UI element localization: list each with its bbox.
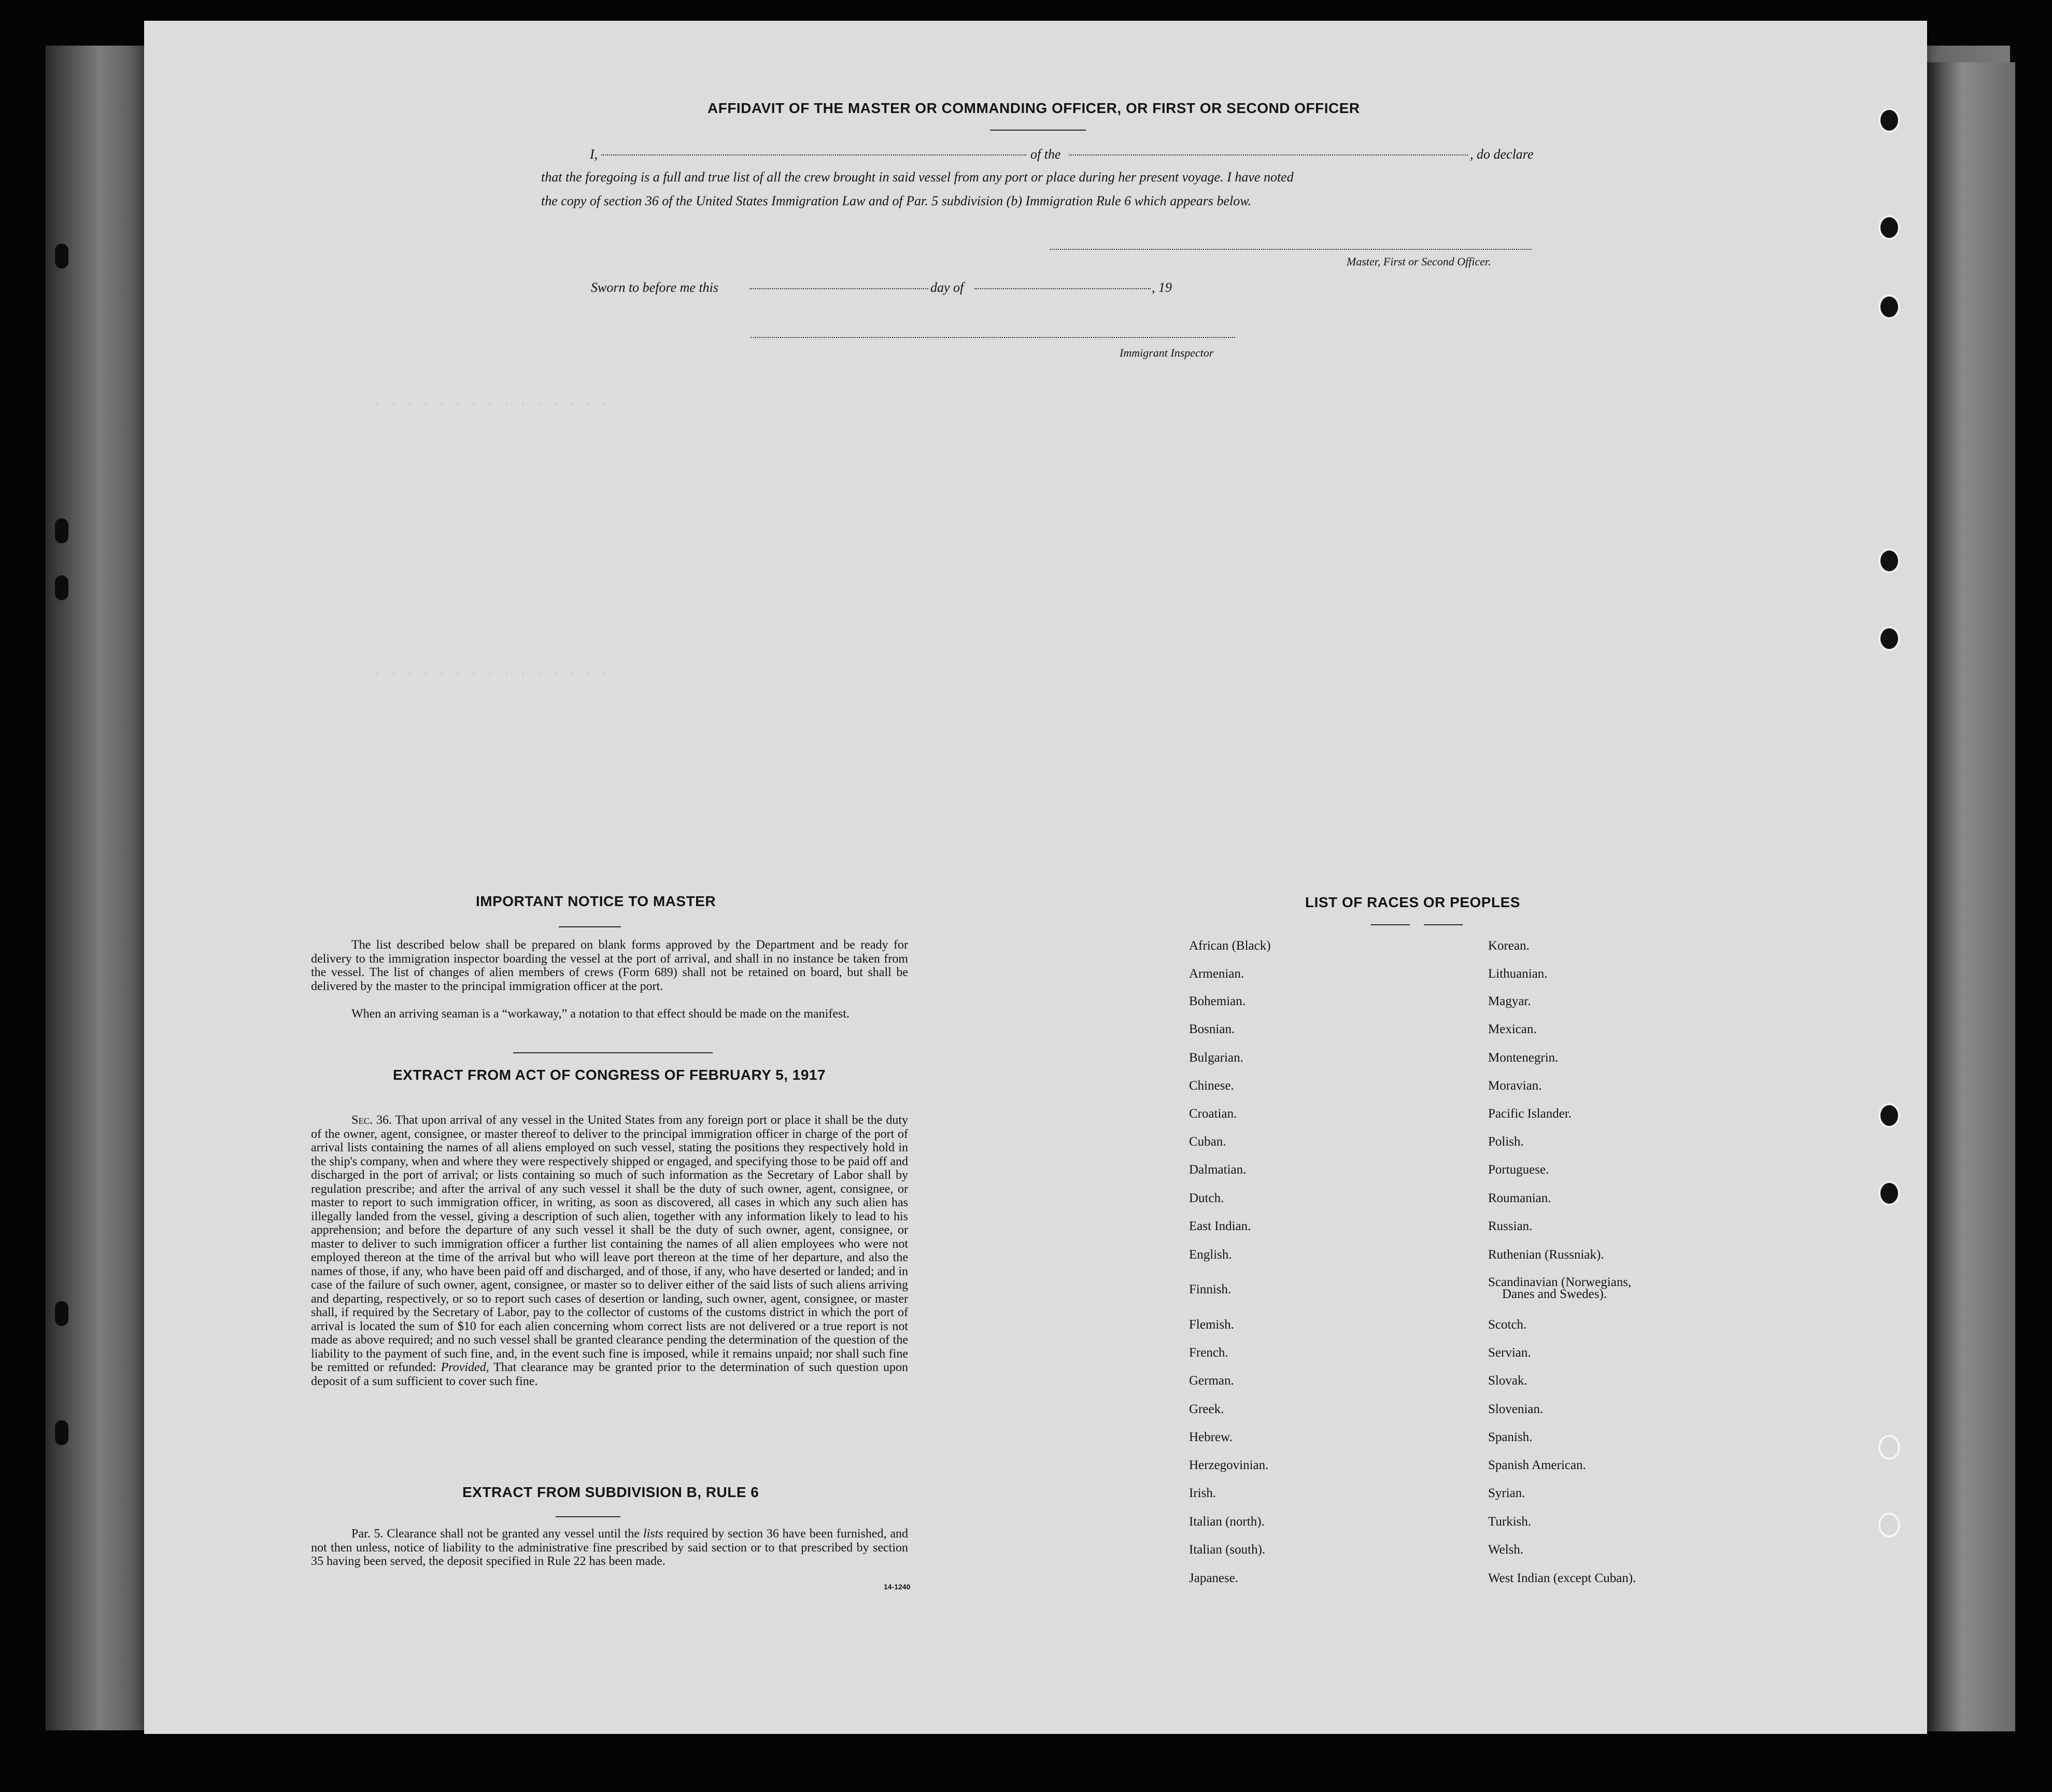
notice-rule [559,926,621,927]
punch-hole [1878,548,1900,573]
punch-hole [1878,1513,1900,1537]
sworn-prefix: Sworn to before me this [591,280,719,295]
punch-hole [1878,294,1900,319]
title-rule [990,130,1086,131]
form-number: 14-1240 [884,1583,911,1591]
rule-text-before: Par. 5. Clearance shall not be granted any vessel until the [351,1527,640,1541]
notice-paragraph-1: The list described below shall be prepared on blank forms approved by the Department and be ready for delivery to the immigration inspector boarding the vessel at the port of arrival, and shall in no instance be taken from the vessel. The list of changes of alien members of crews (Form 689) shall not be retained on board, but shall be delivered by the master to the principal immigration officer at the port. [311,938,908,993]
race-left-item: English. [1189,1248,1232,1262]
race-left-item: Italian (south). [1189,1543,1266,1557]
race-right-item: Scotch. [1488,1318,1527,1332]
binder-hole [55,244,68,269]
race-left-item: Bohemian. [1189,994,1246,1008]
master-signature-caption: Master, First or Second Officer. [1347,255,1491,268]
race-left-item: Dutch. [1189,1191,1224,1205]
sworn-year: , 19 [1152,280,1172,295]
rule-lists-word: lists [643,1527,663,1541]
punch-hole [1878,1435,1900,1460]
notice-title: IMPORTANT NOTICE TO MASTER [476,893,716,909]
master-signature-line[interactable] [1050,249,1532,250]
punch-hole [1878,215,1900,240]
inspector-caption: Immigrant Inspector [1120,346,1214,359]
race-left-item: Armenian. [1189,967,1244,981]
race-right-item: West Indian (except Cuban). [1488,1571,1636,1585]
race-right-item: Montenegrin. [1488,1051,1559,1065]
binding-edge [46,46,144,1730]
bleed-through: . . . . . . . . . . . . . . . [373,394,608,410]
race-left-item: Flemish. [1189,1318,1234,1332]
race-right-item: Magyar. [1488,994,1531,1008]
punch-hole [1878,626,1900,651]
vessel-blank[interactable] [1069,154,1468,156]
race-left-item: Bosnian. [1189,1022,1235,1036]
race-right-item: Turkish. [1488,1515,1532,1529]
race-right-item: Servian. [1488,1346,1531,1360]
races-title: LIST OF RACES OR PEOPLES [1305,894,1520,910]
punch-hole [1878,108,1900,133]
act-section-36 [311,1113,908,1388]
rule-title: EXTRACT FROM SUBDIVISION B, RULE 6 [462,1484,759,1500]
binder-hole [55,1420,68,1445]
race-right-item: Slovenian. [1488,1402,1544,1416]
inspector-signature-line[interactable] [751,337,1235,338]
punch-hole [1878,1181,1900,1206]
rule-paragraph [311,1527,908,1569]
rule-rule [556,1516,620,1517]
race-right-item: Roumanian. [1488,1191,1551,1205]
race-right-item: Lithuanian. [1488,967,1548,981]
race-left-item: Herzegovinian. [1189,1458,1269,1472]
affidavit-i-label: I, [590,147,598,162]
act-proviso-text: That clearance may be granted prior to the determination of such question upon deposit of a sum sufficient to cover such fine. [311,1361,909,1388]
sworn-month-blank[interactable] [974,288,1151,289]
document-page [144,21,1927,1734]
affidavit-do-declare: , do declare [1470,147,1534,162]
race-left-item: East Indian. [1189,1219,1251,1233]
race-left-item: Finnish. [1189,1282,1232,1296]
race-right-item: Spanish. [1488,1430,1533,1444]
section-rule [513,1052,713,1053]
race-right-item: Scandinavian (Norwegians, [1488,1275,1632,1289]
race-left-item: Croatian. [1189,1107,1237,1121]
name-blank[interactable] [601,154,1026,156]
binder-hole [55,575,68,600]
race-right-item: Korean. [1488,939,1530,953]
race-left-item: Italian (north). [1189,1515,1265,1529]
binder-hole [55,518,68,543]
rule-text-after: required by section 36 have been furnished, and not then unless, notice of liability to the administrative fine prescribed by said section or to that prescribed by section 35 having been served, the deposit specified in Rule 22 has been made. [311,1527,909,1568]
race-right-item: Russian. [1488,1219,1533,1233]
punch-hole [1878,1103,1900,1128]
notice-paragraph-2: When an arriving seaman is a “workaway,” a notation to that effect should be made on the manifest. [351,1007,850,1021]
sworn-day-of: day of [930,280,964,295]
race-left-item: Bulgarian. [1189,1051,1243,1065]
race-left-item: French. [1189,1346,1228,1360]
race-left-item: Japanese. [1189,1571,1239,1585]
race-left-item: Irish. [1189,1486,1216,1500]
race-left-item: Greek. [1189,1402,1224,1416]
race-right-item: Pacific Islander. [1488,1107,1572,1121]
race-left-item: African (Black) [1189,939,1271,953]
race-right-item: Polish. [1488,1135,1524,1149]
sworn-day-blank[interactable] [749,288,928,289]
race-left-item: Hebrew. [1189,1430,1233,1444]
page-edge [1927,62,2015,1731]
race-right-item: Moravian. [1488,1079,1542,1093]
binder-hole [55,1301,68,1326]
race-left-item: German. [1189,1374,1234,1388]
act-title: EXTRACT FROM ACT OF CONGRESS OF FEBRUARY 5, 1917 [393,1067,826,1083]
act-text: That upon arrival of any vessel in the United States from any foreign port or place it shall be the duty of the owner, agent, consignee, or master thereof to deliver to the principal immigration officer in charge of the port of arrival lists containing the names of all aliens employed on such vessel, stating the positions they respectively hold in the ship's company, when and where they were respectively shipped or engaged, and specifying those to be paid off and discharged in the port of arrival; or lists containing so much of such information as the Secretary of Labor shall by regulation prescribe; and after the arrival of any such vessel it shall be the duty of such owner, agent, consignee, or master to report to such immigration officer, in writing, as soon as discovered, all cases in which any such alien has illegally landed from the vessel, giving a description of such alien, together with any information likely to lead to his apprehension; and before the departure of any such vessel it shall be the duty of such owner, agent, consignee, or master to deliver to such immigration officer a further list containing the names of all alien employees who were not employed thereon at the time of the arrival but who will leave port thereon at the time of her departure, and also the names of those, if any, who have been paid off and discharged, and of those, if any, who have deserted or landed; and in case of the failure of such owner, agent, consignee, or master so to deliver either of the said lists of such aliens arriving and departing, respectively, or so to report such cases of desertion or landing, such owner, agent, consignee, or master shall, if required by the Secretary of Labor, pay to the collector of customs of the customs district in which the port of arrival is located the sum of $10 for each alien concerning whom correct lists are not delivered or a true report is not made as above required; and no such vessel shall be granted clearance pending the determination of the question of the liability to the payment of such fine, and, in the event such fine is imposed, while it remains unpaid; nor shall such fine be remitted or refunded: [311,1113,908,1374]
race-left-item: Dalmatian. [1189,1163,1247,1177]
affidavit-line2: that the foregoing is a full and true list of all the crew brought in said vessel from any port or place during her present voyage. I have noted [541,170,1294,185]
race-right-item: Welsh. [1488,1543,1524,1557]
affidavit-line3: the copy of section 36 of the United States Immigration Law and of Par. 5 subdivision (b) Immigration Rule 6 which appears below. [541,193,1252,208]
race-right-item: Portuguese. [1488,1163,1549,1177]
bleed-through: . . . . . . . . . . . . . . . [373,664,608,679]
race-right-item: Slovak. [1488,1374,1527,1388]
race-scandinavian-continued: Danes and Swedes). [1502,1287,1607,1301]
race-right-item: Mexican. [1488,1022,1537,1036]
act-sec-label: Sec. 36. [351,1113,392,1127]
race-right-item: Ruthenian (Russniak). [1488,1248,1604,1262]
affidavit-of-the: of the [1030,147,1061,162]
race-left-item: Chinese. [1189,1079,1234,1093]
act-proviso-label: Provided, [441,1361,489,1374]
races-rule-left [1371,924,1410,925]
race-right-item: Syrian. [1488,1486,1525,1500]
race-left-item: Cuban. [1189,1135,1226,1149]
races-rule-right [1424,924,1463,925]
race-right-item: Spanish American. [1488,1458,1586,1472]
affidavit-title: AFFIDAVIT OF THE MASTER OR COMMANDING OFFICER, OR FIRST OR SECOND OFFICER [707,100,1360,116]
